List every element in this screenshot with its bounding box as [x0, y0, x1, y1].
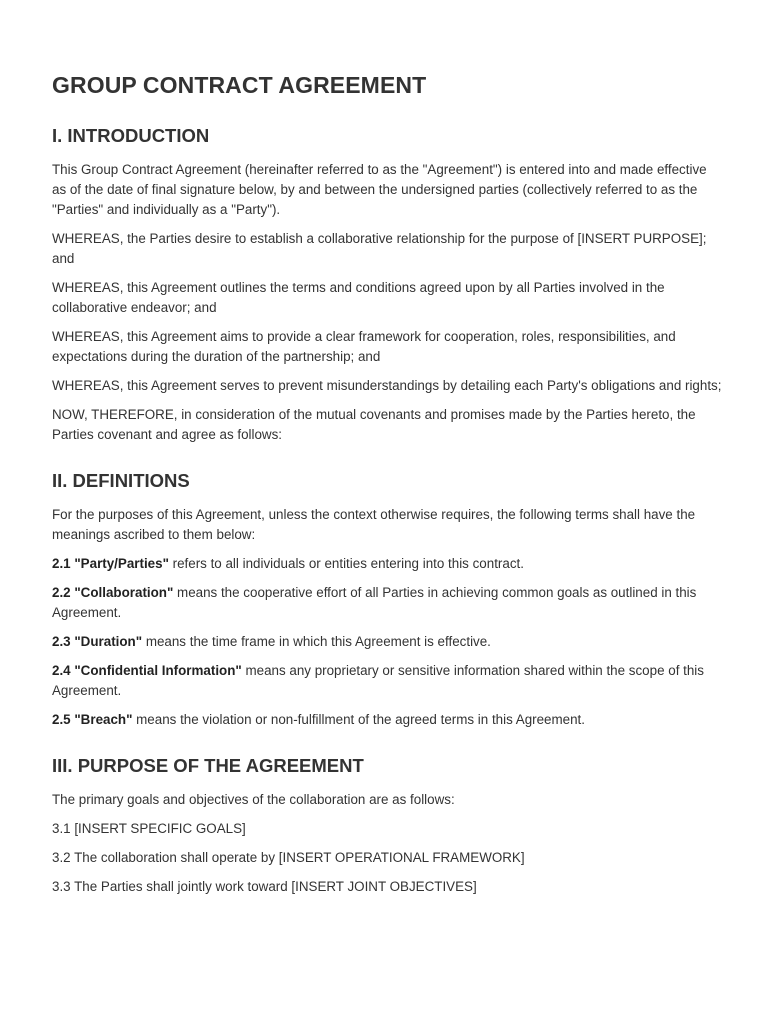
section-definitions [52, 468, 724, 730]
definition-text: means the cooperative effort of all Parties in achieving common goals as outlined in this Agreement. [52, 585, 697, 620]
definition-term: 2.4 "Confidential Information" [52, 663, 242, 678]
whereas-clause: WHEREAS, the Parties desire to establish a collaborative relationship for the purpose of [INSERT PURPOSE]; and [52, 231, 707, 266]
definition-term: 2.2 "Collaboration" [52, 585, 174, 600]
definition-text: means the violation or non-fulfillment of the agreed terms in this Agreement. [132, 712, 585, 727]
definition-term: 2.5 "Breach" [52, 712, 133, 727]
purpose-item: 3.2 The collaboration shall operate by [INSERT OPERATIONAL FRAMEWORK] [52, 850, 525, 865]
definition-term: 2.1 "Party/Parties" [52, 556, 169, 571]
definition-text: means any proprietary or sensitive information shared within the scope of this Agreement. [52, 663, 704, 698]
purpose-item: 3.3 The Parties shall jointly work toward [INSERT JOINT OBJECTIVES] [52, 879, 477, 894]
definitions-intro: For the purposes of this Agreement, unless the context otherwise requires, the following terms shall have the meanings ascribed to them below: [52, 507, 696, 542]
intro-paragraph: This Group Contract Agreement (hereinafter referred to as the "Agreement") is entered into and made effective as of the date of final signature below, by and between the undersigned parties (collectively referred to as the "Parties" and individually as a "Party"). [52, 162, 707, 217]
definition-item [52, 583, 724, 623]
whereas-clause: WHEREAS, this Agreement outlines the terms and conditions agreed upon by all Parties involved in the collaborative endeavor; and [52, 280, 665, 315]
whereas-clause: WHEREAS, this Agreement aims to provide a clear framework for cooperation, roles, responsibilities, and expectations during the duration of the partnership; and [52, 329, 676, 364]
section-purpose [52, 753, 724, 897]
definition-text: refers to all individuals or entities entering into this contract. [168, 556, 524, 571]
purpose-intro: The primary goals and objectives of the collaboration are as follows: [52, 792, 455, 807]
section-heading-purpose: III. PURPOSE OF THE AGREEMENT [52, 755, 364, 776]
section-introduction [52, 123, 724, 445]
definition-item [52, 632, 724, 652]
whereas-clause: WHEREAS, this Agreement serves to prevent misunderstandings by detailing each Party's obligations and rights; [52, 378, 722, 393]
definition-item [52, 554, 724, 574]
document-page [52, 70, 724, 906]
definition-item [52, 661, 724, 701]
definition-term: 2.3 "Duration" [52, 634, 143, 649]
purpose-item: 3.1 [INSERT SPECIFIC GOALS] [52, 821, 246, 836]
section-heading-introduction: I. INTRODUCTION [52, 125, 210, 146]
now-therefore-clause: NOW, THEREFORE, in consideration of the mutual covenants and promises made by the Parties hereto, the Parties covenant and agree as follows: [52, 407, 696, 442]
section-heading-definitions: II. DEFINITIONS [52, 470, 190, 491]
definition-text: means the time frame in which this Agreement is effective. [142, 634, 491, 649]
document-title: GROUP CONTRACT AGREEMENT [52, 72, 427, 98]
definition-item [52, 710, 724, 730]
